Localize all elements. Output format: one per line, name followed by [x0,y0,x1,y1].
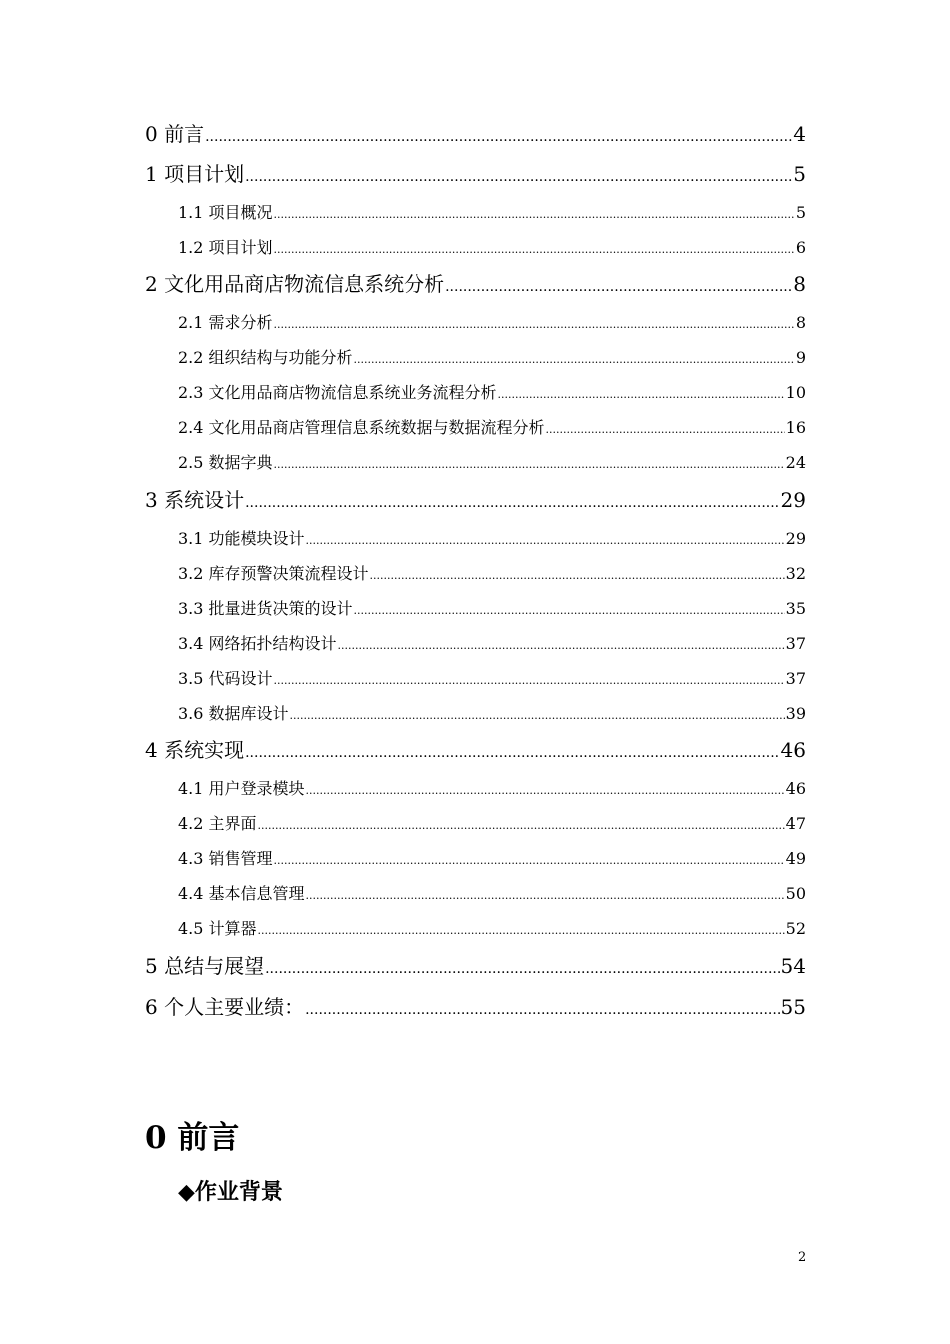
toc-entry-title: 3.6 数据库设计 [178,704,289,723]
toc-entry-title: 4.5 计算器 [178,919,257,938]
toc-dot-leader [290,709,785,722]
toc-entry-page: 54 [780,954,806,978]
toc-entry-title: 2.5 数据字典 [178,453,273,472]
toc-entry[interactable] [145,950,806,979]
toc-entry-page: 8 [793,272,806,296]
toc-dot-leader [445,279,792,295]
toc-dot-leader [274,243,795,256]
toc-entry-page: 5 [793,162,806,186]
section-subheading: ◆作业背景 [178,1179,283,1205]
toc-entry-page: 8 [795,313,806,332]
toc-entry-page: 47 [785,814,806,833]
toc-dot-leader [354,604,785,617]
toc-entry[interactable] [178,916,806,939]
toc-dot-leader [205,129,792,145]
toc-entry[interactable] [178,200,806,223]
page-number: 2 [798,1250,807,1265]
toc-dot-leader [305,1002,779,1018]
toc-entry-title: 3 系统设计 [145,488,245,512]
toc-entry-page: 32 [785,564,806,583]
toc-entry-title: 3.5 代码设计 [178,669,273,688]
toc-entry-title: 4.3 销售管理 [178,849,273,868]
toc-entry[interactable] [145,734,806,763]
toc-entry-title: 3.4 网络拓扑结构设计 [178,634,337,653]
toc-entry[interactable] [178,415,806,438]
toc-entry[interactable] [178,345,806,368]
toc-entry-page: 52 [785,919,806,938]
toc-dot-leader [306,889,785,902]
toc-entry-title: 2.1 需求分析 [178,313,273,332]
toc-entry[interactable] [178,811,806,834]
toc-entry-page: 5 [795,203,806,222]
toc-entry-page: 37 [785,669,806,688]
toc-entry[interactable] [178,701,806,724]
toc-entry-title: 1 项目计划 [145,162,245,186]
toc-entry[interactable] [145,158,806,187]
toc-entry[interactable] [178,881,806,904]
toc-entry[interactable] [178,631,806,654]
toc-entry-title: 2 文化用品商店物流信息系统分析 [145,272,445,296]
toc-entry-title: 0 前言 [145,122,205,146]
toc-entry[interactable] [178,380,806,403]
toc-entry-title: 2.2 组织结构与功能分析 [178,348,353,367]
toc-entry-title: 3.1 功能模块设计 [178,529,305,548]
toc-entry[interactable] [178,310,806,333]
toc-dot-leader [306,534,785,547]
toc-dot-leader [258,924,785,937]
toc-entry-page: 29 [785,529,806,548]
toc-dot-leader [338,639,785,652]
toc-dot-leader [354,353,795,366]
toc-entry[interactable] [178,596,806,619]
toc-entry[interactable] [178,776,806,799]
toc-dot-leader [274,458,785,471]
section-heading: 0 前言 [145,1120,240,1156]
toc-dot-leader [274,854,785,867]
toc-dot-leader [245,169,792,185]
toc-dot-leader [370,569,785,582]
toc-entry-page: 10 [785,383,806,402]
toc-dot-leader [245,745,779,761]
toc-entry-title: 3.2 库存预警决策流程设计 [178,564,369,583]
toc-dot-leader [498,388,785,401]
toc-entry-title: 1.1 项目概况 [178,203,273,222]
toc-entry-page: 9 [795,348,806,367]
toc-entry-page: 35 [785,599,806,618]
toc-entry[interactable] [145,268,806,297]
toc-dot-leader [245,495,779,511]
toc-entry[interactable] [178,666,806,689]
toc-entry-title: 2.3 文化用品商店物流信息系统业务流程分析 [178,383,497,402]
toc-entry-page: 6 [795,238,806,257]
toc-dot-leader [274,318,795,331]
toc-entry[interactable] [178,526,806,549]
toc-entry-title: 6 个人主要业绩： [145,995,305,1019]
toc-entry-page: 55 [780,995,806,1019]
toc-entry[interactable] [178,846,806,869]
toc-entry-page: 46 [785,779,806,798]
toc-entry[interactable] [145,991,806,1020]
toc-dot-leader [274,674,785,687]
toc-entry-title: 4.4 基本信息管理 [178,884,305,903]
toc-entry-title: 1.2 项目计划 [178,238,273,257]
toc-entry-page: 46 [780,738,806,762]
toc-entry-page: 16 [785,418,806,437]
toc-entry-page: 37 [785,634,806,653]
toc-dot-leader [306,784,785,797]
toc-entry-page: 4 [793,122,806,146]
toc-dot-leader [265,961,779,977]
toc-entry-title: 2.4 文化用品商店管理信息系统数据与数据流程分析 [178,418,545,437]
toc-entry[interactable] [145,118,806,147]
toc-entry-page: 39 [785,704,806,723]
toc-entry-page: 29 [780,488,806,512]
toc-dot-leader [258,819,785,832]
toc-entry-title: 3.3 批量进货决策的设计 [178,599,353,618]
toc-entry-title: 4.1 用户登录模块 [178,779,305,798]
toc-entry[interactable] [145,484,806,513]
toc-entry-page: 50 [785,884,806,903]
toc-entry[interactable] [178,450,806,473]
toc-entry[interactable] [178,235,806,258]
toc-entry-title: 5 总结与展望 [145,954,265,978]
toc-entry[interactable] [178,561,806,584]
toc-dot-leader [274,208,795,221]
toc-entry-title: 4 系统实现 [145,738,245,762]
toc-dot-leader [546,423,785,436]
toc-entry-title: 4.2 主界面 [178,814,257,833]
toc-entry-page: 24 [785,453,806,472]
toc-entry-page: 49 [785,849,806,868]
